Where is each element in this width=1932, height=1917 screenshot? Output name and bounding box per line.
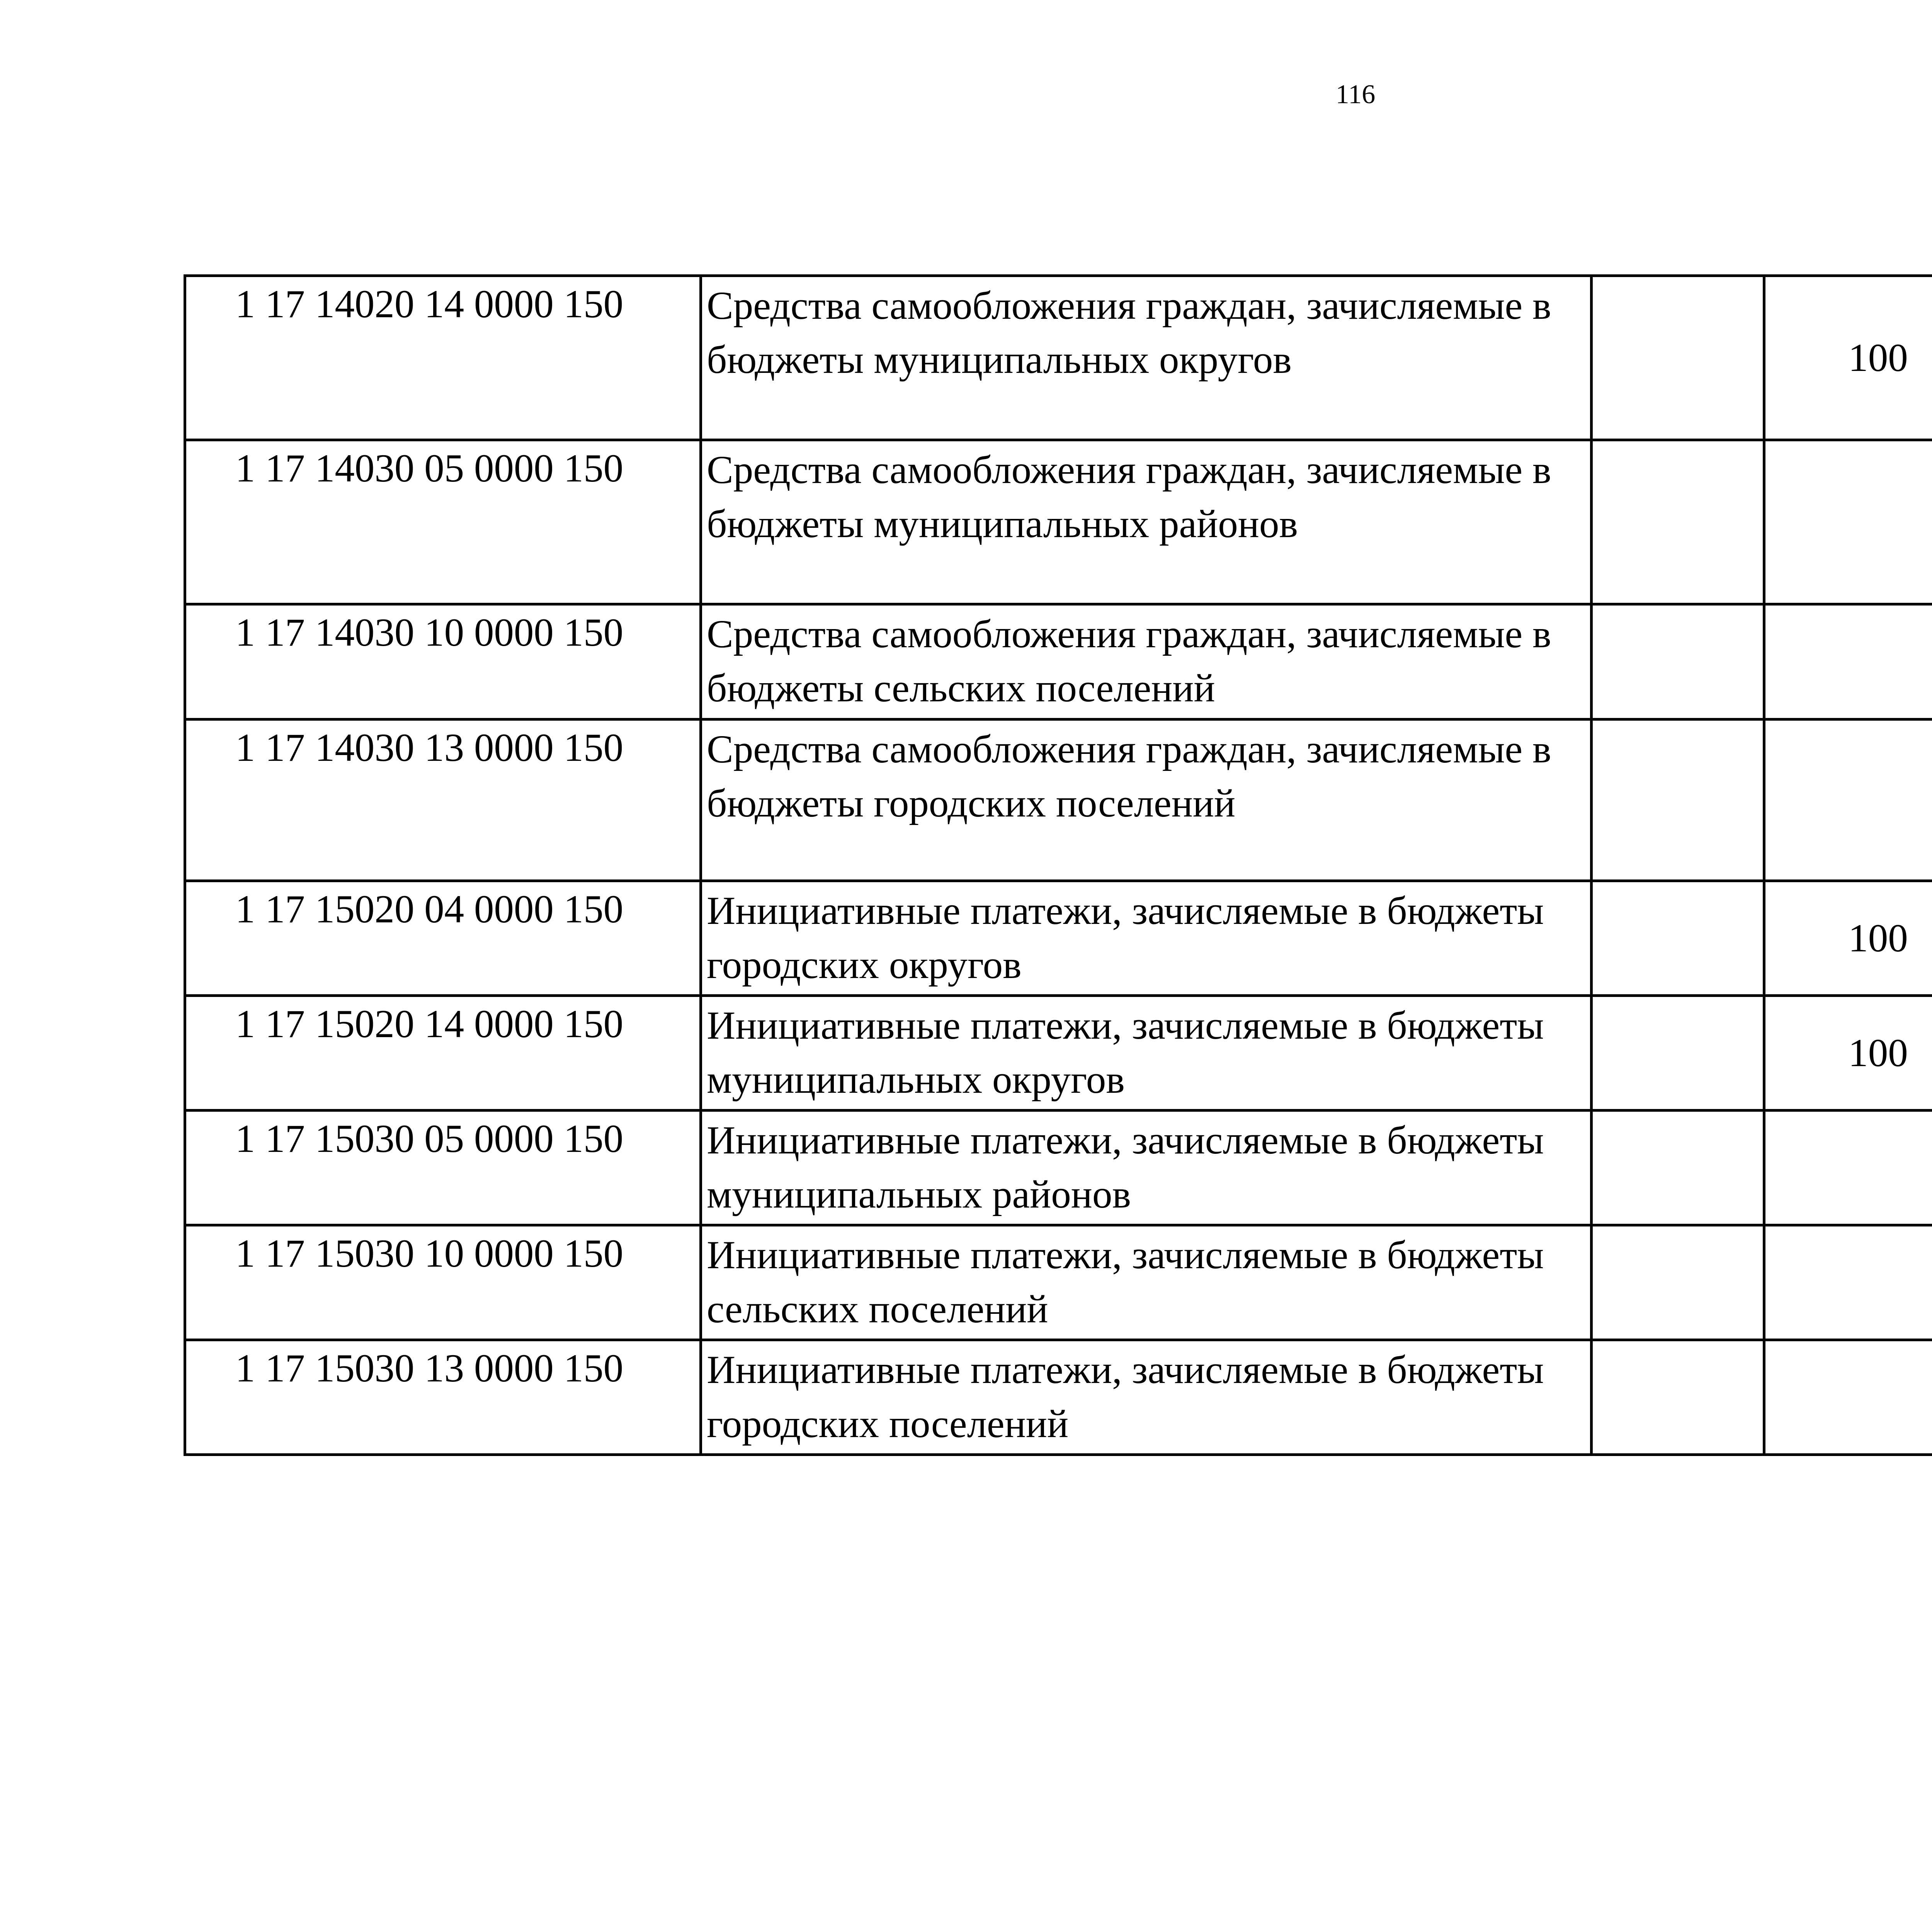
norm-percent-cell <box>1764 1340 1932 1455</box>
budget-code-cell: 1 17 15030 05 0000 150 <box>185 1111 701 1225</box>
budget-code-cell: 1 17 15020 04 0000 150 <box>185 881 701 996</box>
income-description-cell: Инициативные платежи, зачисляемые в бюджеты муниципальных округов <box>701 996 1592 1111</box>
income-description-cell: Инициативные платежи, зачисляемые в бюджеты городских поселений <box>701 1340 1592 1455</box>
income-description-cell: Инициативные платежи, зачисляемые в бюджеты городских округов <box>701 881 1592 996</box>
income-description-cell: Средства самообложения граждан, зачисляемые в бюджеты муниципальных округов <box>701 276 1592 440</box>
income-description-cell: Средства самообложения граждан, зачисляемые в бюджеты городских поселений <box>701 720 1592 881</box>
budget-code-cell: 1 17 14030 05 0000 150 <box>185 440 701 604</box>
budget-code-cell: 1 17 14030 10 0000 150 <box>185 604 701 720</box>
table-row <box>185 1225 1932 1340</box>
income-description-cell: Инициативные платежи, зачисляемые в бюджеты муниципальных районов <box>701 1111 1592 1225</box>
norm-percent-cell <box>1592 440 1764 604</box>
norm-percent-cell <box>1764 604 1932 720</box>
norm-percent-cell <box>1764 1225 1932 1340</box>
table-row <box>185 604 1932 720</box>
income-description-cell: Средства самообложения граждан, зачисляемые в бюджеты муниципальных районов <box>701 440 1592 604</box>
budget-code-cell: 1 17 14030 13 0000 150 <box>185 720 701 881</box>
norm-percent-cell <box>1592 1340 1764 1455</box>
income-description-cell: Средства самообложения граждан, зачисляемые в бюджеты сельских поселений <box>701 604 1592 720</box>
norm-percent-cell: 100 <box>1764 276 1932 440</box>
table-row <box>185 1340 1932 1455</box>
norm-percent-cell: 100 <box>1764 996 1932 1111</box>
table-body <box>185 276 1932 1455</box>
budget-code-cell: 1 17 15030 13 0000 150 <box>185 1340 701 1455</box>
norm-percent-cell: 100 <box>1764 881 1932 996</box>
norm-percent-cell <box>1764 720 1932 881</box>
norm-percent-cell <box>1592 276 1764 440</box>
budget-classification-table <box>184 274 1932 1456</box>
norm-percent-cell <box>1592 604 1764 720</box>
table-row <box>185 881 1932 996</box>
table-row <box>185 720 1932 881</box>
norm-percent-cell <box>1592 1225 1764 1340</box>
table-row <box>185 996 1932 1111</box>
norm-percent-cell <box>1764 1111 1932 1225</box>
norm-percent-cell <box>1764 440 1932 604</box>
norm-percent-cell <box>1592 996 1764 1111</box>
budget-code-cell: 1 17 15020 14 0000 150 <box>185 996 701 1111</box>
table-row <box>185 1111 1932 1225</box>
table-row <box>185 276 1932 440</box>
norm-percent-cell <box>1592 720 1764 881</box>
income-description-cell: Инициативные платежи, зачисляемые в бюджеты сельских поселений <box>701 1225 1592 1340</box>
table-row <box>185 440 1932 604</box>
budget-code-cell: 1 17 15030 10 0000 150 <box>185 1225 701 1340</box>
budget-code-cell: 1 17 14020 14 0000 150 <box>185 276 701 440</box>
norm-percent-cell <box>1592 1111 1764 1225</box>
norm-percent-cell <box>1592 881 1764 996</box>
page-number: 116 <box>1335 80 1376 109</box>
